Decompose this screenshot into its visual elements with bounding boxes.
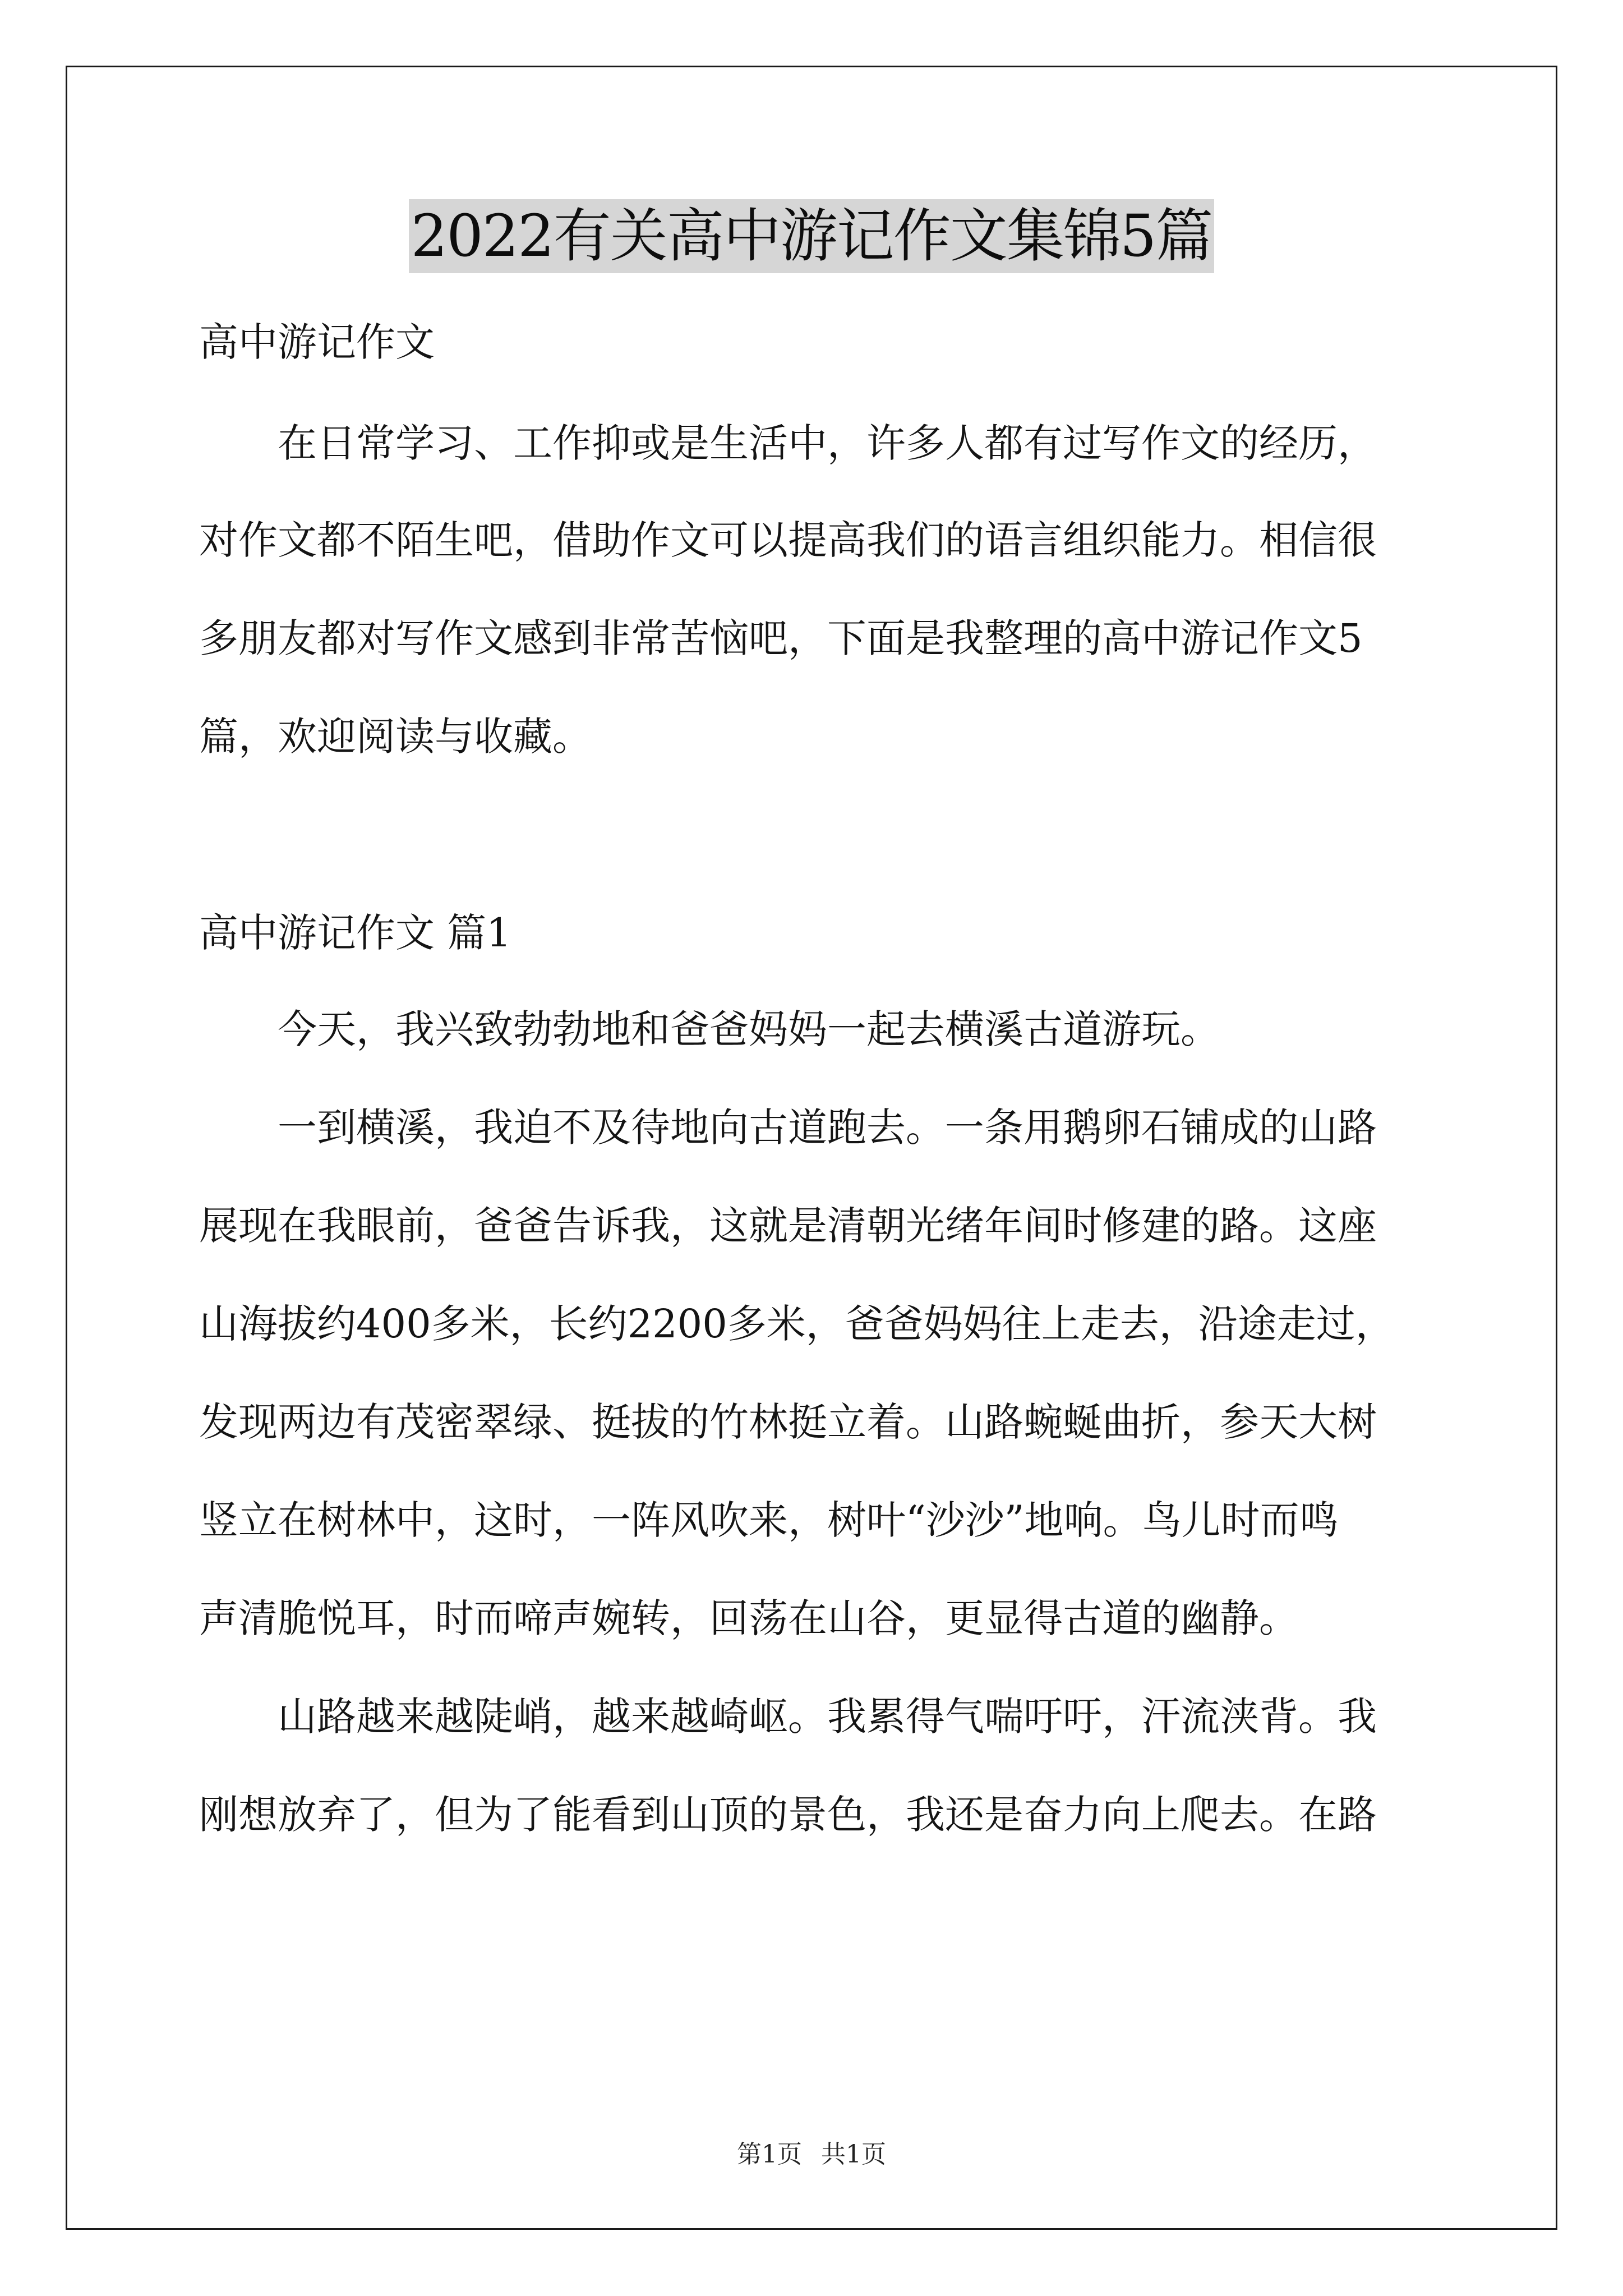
title-container bbox=[0, 199, 1623, 273]
paragraph-line: 发现两边有茂密翠绿、挺拔的竹林挺立着。山路蜿蜒曲折，参天大树 bbox=[199, 1399, 1377, 1445]
paragraph-line: 多朋友都对写作文感到非常苦恼吧，下面是我整理的高中游记作文5 bbox=[199, 615, 1363, 661]
paragraph-line: 一到横溪，我迫不及待地向古道跑去。一条用鹅卵石铺成的山路 bbox=[278, 1105, 1377, 1151]
paragraph-line: 今天，我兴致勃勃地和爸爸妈妈一起去横溪古道游玩。 bbox=[278, 1006, 1220, 1052]
document-title: 2022有关高中游记作文集锦5篇 bbox=[409, 199, 1215, 273]
paragraph-line: 在日常学习、工作抑或是生活中，许多人都有过写作文的经历， bbox=[278, 420, 1377, 466]
paragraph-line: 山路越来越陡峭，越来越崎岖。我累得气喘吁吁，汗流浃背。我 bbox=[278, 1694, 1377, 1740]
section-heading: 高中游记作文 bbox=[199, 319, 435, 365]
paragraph-line: 展现在我眼前，爸爸告诉我，这就是清朝光绪年间时修建的路。这座 bbox=[199, 1203, 1377, 1249]
page-number-current: 第1页 bbox=[737, 2140, 802, 2169]
page-footer bbox=[0, 2139, 1623, 2170]
paragraph-line: 篇，欢迎阅读与收藏。 bbox=[199, 714, 592, 760]
paragraph-line: 山海拔约400多米，长约2200多米，爸爸妈妈往上走去，沿途走过， bbox=[199, 1301, 1395, 1347]
page-number-total: 共1页 bbox=[821, 2140, 886, 2169]
paragraph-line: 对作文都不陌生吧，借助作文可以提高我们的语言组织能力。相信很 bbox=[199, 517, 1377, 563]
paragraph-line: 声清脆悦耳，时而啼声婉转，回荡在山谷，更显得古道的幽静。 bbox=[199, 1595, 1298, 1641]
section-heading: 高中游记作文 篇1 bbox=[199, 910, 511, 956]
paragraph-line: 竖立在树林中，这时，一阵风吹来，树叶“沙沙”地响。鸟儿时而鸣 bbox=[199, 1497, 1339, 1543]
paragraph-line: 刚想放弃了，但为了能看到山顶的景色，我还是奋力向上爬去。在路 bbox=[199, 1792, 1377, 1838]
